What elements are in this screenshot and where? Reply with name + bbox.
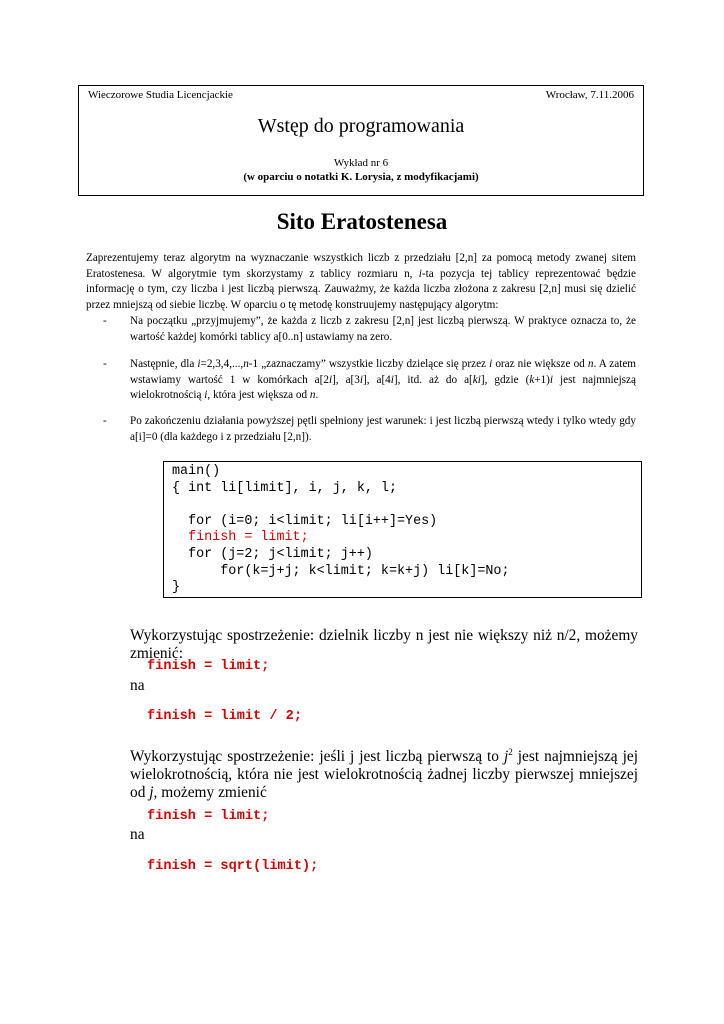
code-snippet: finish = sqrt(limit); xyxy=(147,859,319,874)
lecture-number: Wykład nr 6 xyxy=(333,157,389,169)
header-institution: Wieczorowe Studia Licencjackie xyxy=(88,89,233,101)
code-line: main() xyxy=(172,464,221,479)
code-line: { int li[limit], i, j, k, l; xyxy=(172,480,397,496)
bullet-item xyxy=(86,357,636,404)
connector-word: na xyxy=(130,826,145,843)
connector-word: na xyxy=(130,677,145,694)
code-line: for (j=2; j<limit; j++) xyxy=(172,546,373,562)
code-snippet: finish = limit; xyxy=(147,659,270,674)
code-block xyxy=(172,464,510,597)
bullet-dash: - xyxy=(103,315,107,327)
optimization-paragraph-2: Wykorzystując spostrzeżenie: jeśli j jest liczbą pierwszą to $j^2$ jest najmniejszą jej wielokrotnością, która nie jest wielokrotnością żadnej liczby pierwszej mniejszej od j, możemy zmienić xyxy=(130,747,638,802)
bullet-dash: - xyxy=(103,358,107,370)
code-line: } xyxy=(172,580,181,596)
code-listing xyxy=(163,461,642,598)
section-title: Sito Eratostenesa xyxy=(276,209,448,234)
code-line-highlighted: finish = limit; xyxy=(172,530,309,546)
header-box xyxy=(78,85,644,196)
bullet-item xyxy=(86,414,636,445)
code-line xyxy=(172,497,510,514)
bullet-text: Na początku „przyjmujemy”, że każda z liczb z zakresu [2,n] jest liczbą pierwszą. W praktyce oznacza to, że wartość każdej komórki tablicy a[0..n] ustawiamy na zero. xyxy=(130,315,636,343)
code-line: for(k=j+j; k<limit; k=k+j) li[k]=No; xyxy=(172,563,510,579)
bullet-item xyxy=(86,314,636,345)
source-note: (w oparciu o notatki K. Lorysia, z modyfikacjami) xyxy=(243,171,479,183)
intro-paragraph: Zaprezentujemy teraz algorytm na wyznaczanie wszystkich liczb z przedziału [2,n] za pomocą metody zwanej sitem Eratostenesa. W algorytmie tym skorzystamy z tablicy rozmiaru n, i-ta pozycja tej tablicy reprezentować będzie informację o tym, czy liczba i jest liczbą pierwszą. Zauważmy, że każda liczba złożona z zakresu [2,n] musi się dzielić przez mniejszą od siebie liczbę. W oparciu o tę metodę konstruujemy następujący algorytm: xyxy=(86,252,636,311)
code-line: for (i=0; i<limit; li[i++]=Yes) xyxy=(172,513,438,529)
bullet-text: Po zakończeniu działania powyższej pętli spełniony jest warunek: i jest liczbą pierwszą wtedy i tylko wtedy gdy a[i]=0 (dla każdego i z przedziału [2,n]). xyxy=(130,415,636,443)
code-snippet: finish = limit / 2; xyxy=(147,709,302,724)
code-snippet: finish = limit; xyxy=(147,809,270,824)
course-title: Wstęp do programowania xyxy=(257,115,465,137)
header-date: Wrocław, 7.11.2006 xyxy=(545,89,634,101)
bullet-dash: - xyxy=(103,415,107,427)
bullet-text: Następnie, dla i=2,3,4,...,n-1 „zaznaczamy” wszystkie liczby dzielące się przez i oraz nie większe od n. A zatem wstawiamy wartość 1 w komórkach a[2i], a[3i], a[4i], itd. aż do a[ki], gdzie (k+1)i jest najmniejszą wielokrotnością i, która jest większa od n. xyxy=(130,358,636,401)
optimization-paragraph-1: Wykorzystując spostrzeżenie: dzielnik liczby n jest nie większy niż n/2, możemy zmienić: xyxy=(130,627,638,662)
